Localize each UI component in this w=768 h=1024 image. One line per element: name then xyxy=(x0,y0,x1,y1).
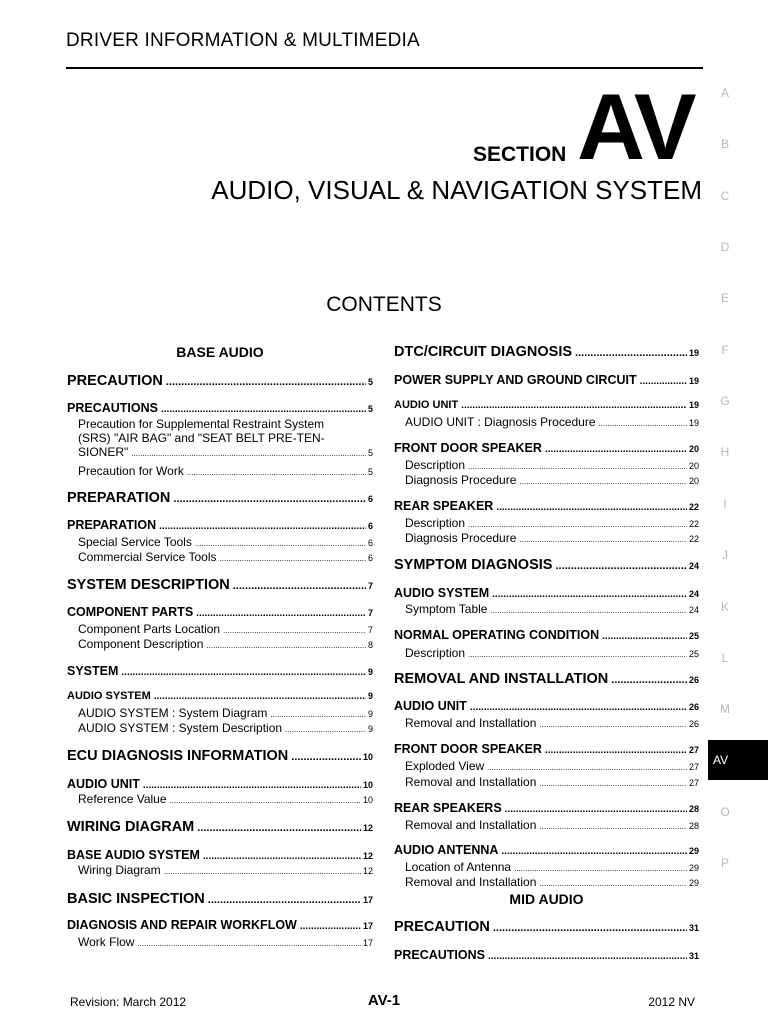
dot-leader xyxy=(514,864,687,873)
section-letters: AV xyxy=(577,74,693,179)
dot-leader xyxy=(539,779,687,788)
dot-leader xyxy=(545,444,687,455)
toc-entry[interactable] xyxy=(67,819,373,835)
toc-entry-page: 5 xyxy=(367,377,373,387)
header-rule xyxy=(66,67,703,69)
toc-entry[interactable] xyxy=(67,637,373,651)
toc-entry-page: 6 xyxy=(367,553,373,563)
toc-entry-label: BASIC INSPECTION xyxy=(67,891,205,907)
toc-entry-page: 6 xyxy=(367,538,373,548)
toc-entry-page: 25 xyxy=(688,649,699,659)
toc-entry[interactable] xyxy=(394,646,699,660)
toc-entry-page: 9 xyxy=(367,709,373,719)
toc-entry[interactable] xyxy=(394,628,699,642)
toc-entry[interactable] xyxy=(67,518,373,532)
dot-leader xyxy=(166,376,366,388)
dot-leader xyxy=(173,493,366,505)
toc-entry-label: SYSTEM DESCRIPTION xyxy=(67,577,230,593)
toc-entry-label: AUDIO UNIT xyxy=(394,399,459,411)
toc-entry-page: 8 xyxy=(367,640,373,650)
toc-entry-label: REMOVAL AND INSTALLATION xyxy=(394,671,609,687)
section-tab-h[interactable]: H xyxy=(720,445,730,459)
toc-entry[interactable] xyxy=(394,441,699,455)
toc-entry-page: 24 xyxy=(688,605,699,615)
toc-entry[interactable] xyxy=(394,399,699,411)
section-tab-a[interactable]: A xyxy=(720,86,729,100)
toc-entry[interactable] xyxy=(394,818,699,832)
toc-entry-page: 10 xyxy=(362,752,373,762)
toc-entry-page: 26 xyxy=(688,719,699,729)
dot-leader xyxy=(208,894,361,906)
toc-entry-page: 9 xyxy=(367,691,373,701)
toc-entry-page: 12 xyxy=(362,823,373,833)
toc-entry-label: REAR SPEAKER xyxy=(394,499,494,513)
toc-entry[interactable] xyxy=(67,605,373,619)
footer-page-id: AV-1 xyxy=(367,992,401,1009)
toc-entry-page: 22 xyxy=(688,519,699,529)
toc-entry[interactable] xyxy=(394,415,699,429)
toc-entry[interactable] xyxy=(67,918,373,932)
toc-entry[interactable] xyxy=(67,792,373,806)
toc-entry-page: 19 xyxy=(688,376,699,386)
section-tab-f[interactable]: F xyxy=(721,343,729,357)
toc-entry-label-line: (SRS) "AIR BAG" and "SEAT BELT PRE-TEN- xyxy=(78,431,325,445)
toc-entry[interactable] xyxy=(67,664,373,678)
toc-entry-page: 20 xyxy=(688,476,699,486)
toc-entry[interactable] xyxy=(67,863,373,877)
toc-entry-page: 24 xyxy=(688,589,699,599)
toc-entry-page: 20 xyxy=(688,461,699,471)
toc-entry[interactable] xyxy=(394,860,699,874)
toc-entry[interactable] xyxy=(394,801,699,815)
dot-leader xyxy=(468,462,687,471)
toc-entry-label: DIAGNOSIS AND REPAIR WORKFLOW xyxy=(67,918,297,932)
dot-leader xyxy=(539,822,687,831)
section-title: AUDIO, VISUAL & NAVIGATION SYSTEM xyxy=(211,175,702,205)
footer-model: 2012 NV xyxy=(648,995,695,1009)
toc-entry[interactable] xyxy=(394,516,699,530)
toc-entry-page: 5 xyxy=(367,448,373,458)
dot-leader xyxy=(131,449,366,458)
section-tab-g[interactable]: G xyxy=(720,394,730,408)
toc-entry-label: PRECAUTION xyxy=(394,919,490,935)
toc-entry-label: FRONT DOOR SPEAKER xyxy=(394,441,542,455)
dot-leader xyxy=(575,347,687,359)
toc-entry[interactable] xyxy=(394,602,699,616)
contents-title: CONTENTS xyxy=(326,293,442,316)
dot-leader xyxy=(223,626,366,635)
dot-leader xyxy=(196,608,366,619)
toc-entry-page: 10 xyxy=(362,795,373,805)
dot-leader xyxy=(161,404,366,415)
dot-leader xyxy=(555,560,687,572)
toc-entry-label: Special Service Tools xyxy=(78,535,192,549)
dot-leader xyxy=(137,939,361,948)
toc-entry-label: AUDIO SYSTEM : System Description xyxy=(78,721,283,735)
section-tab-e[interactable]: E xyxy=(720,291,729,305)
dot-leader xyxy=(468,650,687,659)
dot-leader xyxy=(206,641,366,650)
section-tab-o[interactable]: O xyxy=(720,805,730,819)
dot-leader xyxy=(195,539,366,548)
toc-entry-label: Reference Value xyxy=(78,792,167,806)
dot-leader xyxy=(291,751,361,763)
toc-entry-label: AUDIO SYSTEM xyxy=(67,690,151,702)
toc-entry[interactable] xyxy=(394,919,699,935)
toc-entry-page: 7 xyxy=(367,608,373,618)
section-tab-m[interactable]: M xyxy=(720,702,730,716)
toc-entry-label: AUDIO UNIT xyxy=(67,777,140,791)
toc-entry-page: 10 xyxy=(362,780,373,790)
toc-entry[interactable] xyxy=(67,577,373,593)
toc-entry-label: AUDIO UNIT xyxy=(394,699,467,713)
toc-entry-label: Work Flow xyxy=(78,935,135,949)
toc-entry[interactable] xyxy=(394,344,699,360)
toc-entry[interactable] xyxy=(67,848,373,862)
toc-entry-page: 7 xyxy=(367,581,373,591)
toc-entry-page: 29 xyxy=(688,863,699,873)
dot-leader xyxy=(487,763,687,772)
dot-leader xyxy=(154,691,366,702)
toc-entry-label: PRECAUTION xyxy=(67,373,163,389)
dot-leader xyxy=(539,720,687,729)
toc-entry-label: PRECAUTIONS xyxy=(67,401,158,415)
toc-entry-label: AUDIO SYSTEM xyxy=(394,586,490,600)
toc-entry-label: Removal and Installation xyxy=(405,875,537,889)
toc-entry[interactable] xyxy=(394,875,699,889)
dot-leader xyxy=(599,419,687,428)
toc-entry-label: Removal and Installation xyxy=(405,818,537,832)
toc-entry[interactable] xyxy=(394,843,699,857)
section-tab-l[interactable]: L xyxy=(721,651,729,665)
dot-leader xyxy=(501,846,687,857)
section-tab-b[interactable]: B xyxy=(720,137,729,151)
toc-entry-page: 19 xyxy=(688,418,699,428)
group-heading: BASE AUDIO xyxy=(176,344,264,360)
toc-entry-page: 26 xyxy=(688,702,699,712)
toc-entry-label: BASE AUDIO SYSTEM xyxy=(67,848,200,862)
toc-entry[interactable] xyxy=(394,531,699,545)
dot-leader xyxy=(461,400,687,411)
toc-entry-label: Diagnosis Procedure xyxy=(405,531,517,545)
toc-entry-label: Description xyxy=(405,516,466,530)
toc-entry[interactable] xyxy=(394,373,699,387)
toc-entry-label: AUDIO ANTENNA xyxy=(394,843,499,857)
toc-entry-label: DTC/CIRCUIT DIAGNOSIS xyxy=(394,344,573,360)
dot-leader xyxy=(300,921,361,932)
toc-entry-page: 17 xyxy=(362,938,373,948)
dot-leader xyxy=(490,606,687,615)
toc-entry-page: 9 xyxy=(367,724,373,734)
dot-leader xyxy=(492,589,687,600)
section-tab-p[interactable]: P xyxy=(720,856,729,870)
toc-entry-page: 7 xyxy=(367,625,373,635)
toc-entry-page: 27 xyxy=(688,778,699,788)
toc-entry[interactable] xyxy=(67,721,373,735)
toc-entry-label: Symptom Table xyxy=(405,602,488,616)
toc-entry-label: SYSTEM xyxy=(67,664,119,678)
dot-leader xyxy=(143,780,361,791)
toc-entry-label: WIRING DIAGRAM xyxy=(67,819,195,835)
toc-entry[interactable] xyxy=(67,417,373,459)
toc-entry-label: Description xyxy=(405,458,466,472)
toc-entry-label: Precaution for Work xyxy=(78,464,184,478)
toc-entry-page: 29 xyxy=(688,846,699,856)
dot-leader xyxy=(270,710,366,719)
toc-entry-label: Component Description xyxy=(78,637,204,651)
section-tab-k[interactable]: K xyxy=(720,600,729,614)
toc-entry-page: 5 xyxy=(367,404,373,414)
dot-leader xyxy=(602,631,687,642)
toc-entry-label: Exploded View xyxy=(405,759,485,773)
toc-entry-label: COMPONENT PARTS xyxy=(67,605,194,619)
toc-entry-label: Location of Antenna xyxy=(405,860,512,874)
toc-entry-label: Commercial Service Tools xyxy=(78,550,217,564)
dot-leader xyxy=(197,822,361,834)
dot-leader xyxy=(539,879,687,888)
dot-leader xyxy=(121,667,366,678)
toc-entry[interactable] xyxy=(67,706,373,720)
dot-leader xyxy=(519,477,687,486)
toc-entry-label: Diagnosis Procedure xyxy=(405,473,517,487)
dot-leader xyxy=(468,520,687,529)
toc-entry[interactable] xyxy=(67,935,373,949)
toc-entry[interactable] xyxy=(394,671,699,687)
toc-entry-label: FRONT DOOR SPEAKER xyxy=(394,742,542,756)
dot-leader xyxy=(164,867,361,876)
toc-entry[interactable] xyxy=(67,490,373,506)
toc-entry-label: NORMAL OPERATING CONDITION xyxy=(394,628,600,642)
dot-leader xyxy=(285,725,366,734)
toc-entry-label-line: SIONER" xyxy=(78,445,129,459)
toc-entry[interactable] xyxy=(394,557,699,573)
dot-leader xyxy=(611,674,687,686)
dot-leader xyxy=(519,535,687,544)
dot-leader xyxy=(496,502,687,513)
toc-entry-label: SYMPTOM DIAGNOSIS xyxy=(394,557,553,573)
toc-entry[interactable] xyxy=(67,401,373,415)
toc-entry-page: 25 xyxy=(688,631,699,641)
toc-entry-label: AUDIO SYSTEM : System Diagram xyxy=(78,706,268,720)
toc-entry-label: PRECAUTIONS xyxy=(394,948,485,962)
dot-leader xyxy=(493,922,687,934)
toc-entry-page: 24 xyxy=(688,561,699,571)
toc-entry-label-line: Precaution for Supplemental Restraint System xyxy=(78,417,325,431)
toc-entry-page: 17 xyxy=(362,921,373,931)
toc-entry-label: Removal and Installation xyxy=(405,716,537,730)
toc-entry-page: 27 xyxy=(688,762,699,772)
toc-entry[interactable] xyxy=(394,742,699,756)
toc-entry-page: 6 xyxy=(367,521,373,531)
toc-entry-label: REAR SPEAKERS xyxy=(394,801,502,815)
toc-entry[interactable] xyxy=(67,550,373,564)
toc-entry-page: 17 xyxy=(362,895,373,905)
toc-entry-page: 31 xyxy=(688,923,699,933)
toc-entry-page: 5 xyxy=(367,467,373,477)
header-title: DRIVER INFORMATION & MULTIMEDIA xyxy=(66,30,420,51)
toc-entry-label: Wiring Diagram xyxy=(78,863,161,877)
toc-entry-page: 19 xyxy=(688,400,699,410)
dot-leader xyxy=(220,554,366,563)
section-tab-i[interactable]: I xyxy=(723,497,727,511)
toc-entry-label: Description xyxy=(405,646,466,660)
dot-leader xyxy=(233,580,366,592)
toc-entry-page: 27 xyxy=(688,745,699,755)
dot-leader xyxy=(187,468,366,477)
toc-entry-page: 22 xyxy=(688,502,699,512)
toc-entry[interactable] xyxy=(67,891,373,907)
toc-entry[interactable] xyxy=(67,748,373,764)
dot-leader xyxy=(545,745,687,756)
toc-entry-label: ECU DIAGNOSIS INFORMATION xyxy=(67,748,289,764)
dot-leader xyxy=(470,702,687,713)
toc-entry[interactable] xyxy=(394,473,699,487)
toc-entry[interactable] xyxy=(67,777,373,791)
toc-entry-page: 22 xyxy=(688,534,699,544)
toc-entry[interactable] xyxy=(394,759,699,773)
toc-entry-page: 19 xyxy=(688,348,699,358)
toc-entry-page: 9 xyxy=(367,667,373,677)
toc-entry[interactable] xyxy=(394,716,699,730)
toc-entry[interactable] xyxy=(67,373,373,389)
toc-entry-page: 20 xyxy=(688,444,699,454)
toc-entry[interactable] xyxy=(394,699,699,713)
toc-entry-page: 12 xyxy=(362,851,373,861)
section-tab-j[interactable]: J xyxy=(722,548,728,562)
toc-entry[interactable] xyxy=(394,775,699,789)
toc-entry-page: 31 xyxy=(688,951,699,961)
dot-leader xyxy=(159,521,366,532)
toc-entry[interactable] xyxy=(67,690,373,702)
toc-entry-page: 28 xyxy=(688,821,699,831)
toc-entry-page: 29 xyxy=(688,878,699,888)
dot-leader xyxy=(640,376,687,387)
toc-entry[interactable] xyxy=(67,464,373,478)
toc-entry[interactable] xyxy=(394,586,699,600)
toc-entry[interactable] xyxy=(67,622,373,636)
toc-entry[interactable] xyxy=(67,535,373,549)
group-heading: MID AUDIO xyxy=(509,891,584,907)
section-tab-c[interactable]: C xyxy=(720,189,730,203)
toc-entry-label: Component Parts Location xyxy=(78,622,221,636)
toc-entry-page: 6 xyxy=(367,494,373,504)
toc-entry-page: 28 xyxy=(688,804,699,814)
toc-entry-page: 26 xyxy=(688,675,699,685)
toc-entry-page: 12 xyxy=(362,866,373,876)
dot-leader xyxy=(505,804,687,815)
toc-entry[interactable] xyxy=(394,458,699,472)
section-tab-d[interactable]: D xyxy=(720,240,730,254)
toc-entry-label: AUDIO UNIT : Diagnosis Procedure xyxy=(405,415,596,429)
dot-leader xyxy=(203,851,361,862)
section-word: SECTION xyxy=(473,143,567,166)
section-index-tabs xyxy=(708,69,768,959)
toc-entry-label: PREPARATION xyxy=(67,490,171,506)
section-tab-av-active[interactable]: AV xyxy=(708,740,768,780)
toc-entry[interactable] xyxy=(394,499,699,513)
dot-leader xyxy=(170,796,361,805)
toc-entry-label: POWER SUPPLY AND GROUND CIRCUIT xyxy=(394,373,637,387)
footer-revision: Revision: March 2012 xyxy=(70,995,187,1009)
dot-leader xyxy=(488,951,687,962)
toc-entry-label: PREPARATION xyxy=(67,518,157,532)
toc-entry[interactable] xyxy=(394,948,699,962)
toc-entry-label: Removal and Installation xyxy=(405,775,537,789)
